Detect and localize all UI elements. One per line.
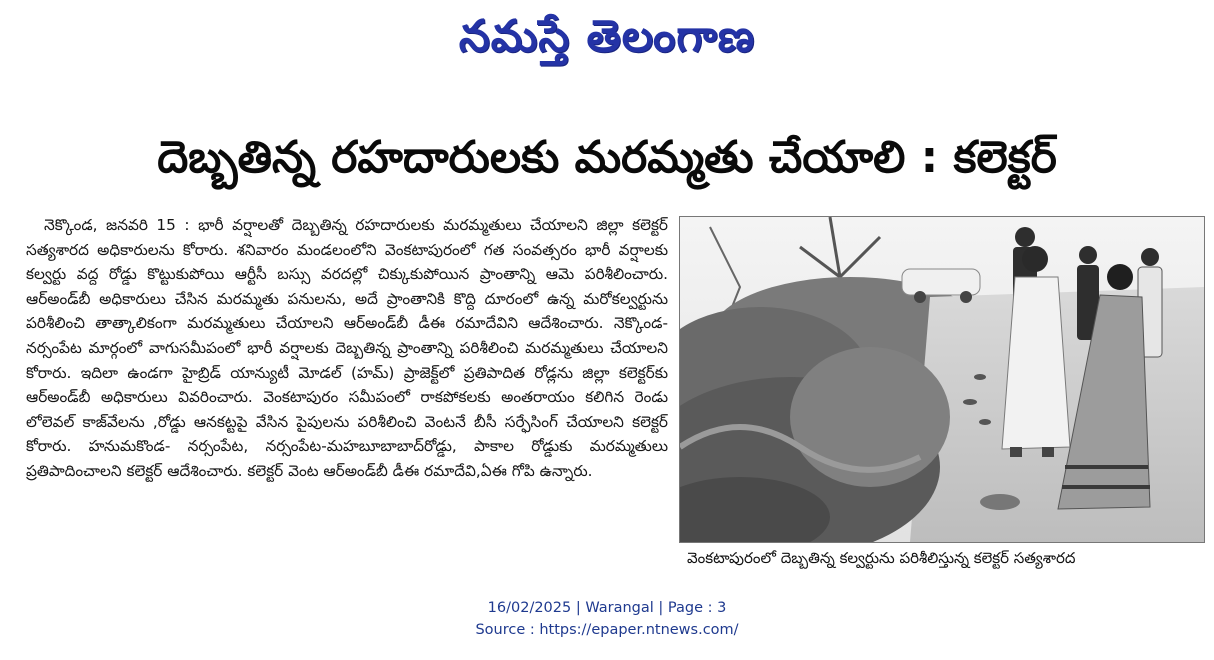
article-headline: దెబ్బతిన్న రహదారులకు మరమ్మతు చేయాలి : కలెక్టర్ [157, 132, 1057, 183]
source-link[interactable]: Source : https://epaper.ntnews.com/ [475, 622, 739, 638]
article-paragraph: నెక్కొండ, జనవరి 15 : భారీ వర్షాలతో దెబ్బతిన్న రహదారులకు మరమ్మతులు చేయాలని జిల్లా కలెక్టర్ సత్యశారద అధికారులను కోరారు. శనివారం మండలంలోని వెంకటాపురంలో గత సంవత్సరం భారీ వర్షాలకు కల్వర్టు వద్ద రోడ్డు కొట్టుకుపోయి ఆర్టీసీ బస్సు వరదల్లో చిక్కుకుపోయిన ప్రాంతాన్ని ఆమె పరిశీలించారు. ఆర్అండ్‌బీ అధికారులు చేసిన మరమ్మతు పనులను, అదే ప్రాంతానికి కొద్ది దూరంలో ఉన్న మరోకల్వర్టును పరిశీలించి తాత్కాలికంగా మరమ్మతులు చేయాలని ఆర్అండ్‌బీ డీఈ రమాదేవిని ఆదేశించారు. నెక్కొండ- నర్సంపేట మార్గంలో వాగుసమీపంలో భారీ వర్షాలకు దెబ్బతిన్న ప్రాంతాన్ని పరిశీలించి మరమ్మతులు చేయాలని కోరారు. ఇదిలా ఉండగా హైబ్రిడ్ యాన్యుటీ మోడల్ (హమ్) ప్రాజెక్ట్‌లో ప్రతిపాదిత రోడ్లను జిల్లా కలెక్టర్‌కు ఆర్అండ్‌బీ అధికారులు వివరించారు. వెంకటాపురం సమీపంలో రాకపోకలకు అంతరాయం కలిగిన రెండు లోలెవల్ కాజ్‌వేలను ,రోడ్డు ఆనకట్టపై వేసిన పైపులను పరిశీలించి వెంటనే బీసీ సర్ఫేసింగ్ చేయాలని కలెక్టర్ కోరారు. హనుమకొండ- నర్సంపేట, నర్సంపేట-మహబూబాబాద్‌రోడ్డు, పాకాల రోడ్డుకు మరమ్మతులు ప్రతిపాదించాలని కలెక్టర్ ఆదేశించారు. కలెక్టర్ వెంట ఆర్అండ్‌బీ డీఈ రమాదేవి,ఏఈ గోపి ఉన్నారు. [26, 216, 668, 480]
article-photo [679, 216, 1205, 543]
page-footer [0, 597, 1214, 641]
article-body [26, 213, 668, 583]
edition-line: 16/02/2025 | Warangal | Page : 3 [487, 600, 727, 616]
photo-illustration [680, 217, 1204, 542]
photo-caption: వెంకటాపురంలో దెబ్బతిన్న కల్వర్టును పరిశీలిస్తున్న కలెక్టర్ సత్యశారద [687, 549, 1076, 567]
newspaper-masthead: నమస్తే తెలంగాణ [458, 11, 756, 62]
